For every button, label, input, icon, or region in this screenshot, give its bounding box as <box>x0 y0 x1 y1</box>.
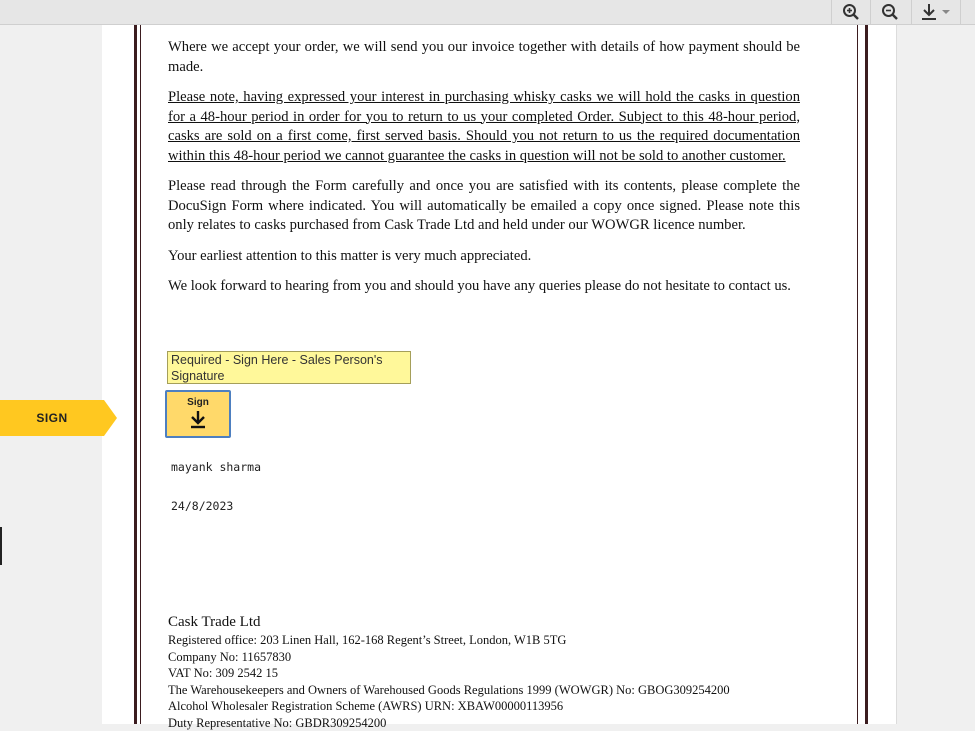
document-body <box>168 38 800 308</box>
sign-field-label: Sign <box>187 397 209 408</box>
footer-line: Alcohol Wholesaler Registration Scheme (AWRS) URN: XBAW00000113956 <box>168 698 808 715</box>
footer-line: Company No: 11657830 <box>168 649 808 666</box>
zoom-in-icon <box>842 3 860 21</box>
footer-line: Duty Representative No: GBDR309254200 <box>168 715 808 731</box>
right-gutter <box>896 25 975 724</box>
sign-download-arrow-icon <box>188 409 208 429</box>
signer-name: mayank sharma <box>171 460 261 474</box>
footer-company-name: Cask Trade Ltd <box>168 613 808 632</box>
signature-required-tooltip: Required - Sign Here - Sales Person's Signature <box>167 351 411 384</box>
viewer-toolbar <box>0 0 975 25</box>
footer-line: VAT No: 309 2542 15 <box>168 665 808 682</box>
paragraph-docusign: Please read through the Form carefully and once you are satisfied with its contents, please complete the DocuSign Form where indicated. You will automatically be emailed a copy once signed. Please note this only relates to casks purchased from Cask Trade Ltd and held under our WOWGR licence number. <box>168 177 800 236</box>
paragraph-payment: Where we accept your order, we will send you our invoice together with details of how payment should be made. <box>168 38 800 77</box>
left-gutter <box>0 25 103 724</box>
paragraph-hold-notice: Please note, having expressed your interest in purchasing whisky casks we will hold the casks in question for a 48-hour period in order for you to return to us your completed Order. Subject to this 48-hour period, casks are sold on a first come, first served basis. Should you not return to us the required documentation within this 48-hour period we cannot guarantee the casks in question will not be sold to another customer. <box>168 88 800 166</box>
dropdown-caret-icon <box>942 10 950 14</box>
paragraph-attention: Your earliest attention to this matter is very much appreciated. <box>168 247 800 267</box>
footer-line: The Warehousekeepers and Owners of Warehoused Goods Regulations 1999 (WOWGR) No: GBOG309254200 <box>168 682 808 699</box>
zoom-in-button[interactable] <box>831 0 870 24</box>
sign-tab-button[interactable]: SIGN <box>0 400 104 436</box>
company-footer <box>168 613 808 731</box>
scroll-marker <box>0 527 2 565</box>
zoom-out-button[interactable] <box>870 0 909 24</box>
sign-here-field[interactable] <box>165 390 231 438</box>
more-button[interactable] <box>960 0 975 24</box>
download-icon <box>920 3 952 21</box>
signature-date: 24/8/2023 <box>171 499 233 513</box>
download-button[interactable] <box>911 0 960 24</box>
paragraph-contact: We look forward to hearing from you and should you have any queries please do not hesitate to contact us. <box>168 277 800 297</box>
footer-line: Registered office: 203 Linen Hall, 162-168 Regent’s Street, London, W1B 5TG <box>168 632 808 649</box>
zoom-out-icon <box>881 3 899 21</box>
